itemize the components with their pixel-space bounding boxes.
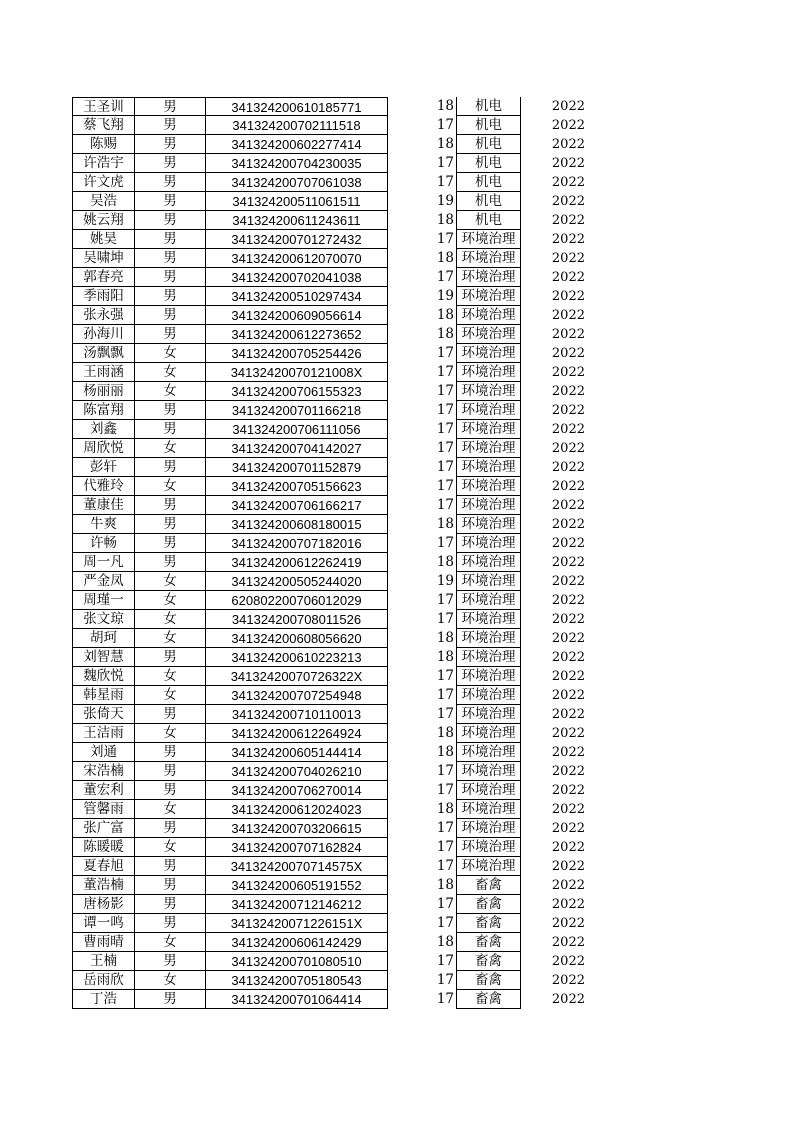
id-number-cell: 341324200704230035 [205,154,388,173]
year-cell: 2022 [551,840,585,855]
id-number-cell: 341324200707182016 [205,534,388,553]
major-cell: 环境治理 [456,420,521,439]
gender-cell: 女 [135,971,205,990]
id-number-cell: 341324200606142429 [205,933,388,952]
gender-cell: 女 [135,363,205,382]
id-number-cell: 34132420070714575X [205,857,388,876]
major-cell: 环境治理 [456,781,521,800]
id-number-cell: 341324200704142027 [205,439,388,458]
major-cell: 环境治理 [456,363,521,382]
id-number-cell: 341324200610223213 [205,648,388,667]
age-cell: 17 [436,345,454,361]
name-cell: 丁浩 [72,990,135,1009]
name-cell: 吴浩 [72,192,135,211]
name-cell: 吴啸坤 [72,249,135,268]
id-number-cell: 341324200612264924 [205,724,388,743]
year-cell: 2022 [551,308,585,323]
gender-cell: 男 [135,249,205,268]
age-cell: 18 [436,630,454,646]
gender-cell: 女 [135,439,205,458]
id-number-cell: 34132420070726322X [205,667,388,686]
major-cell: 环境治理 [456,762,521,781]
id-number-cell: 341324200701064414 [205,990,388,1009]
age-cell: 18 [436,649,454,665]
id-number-cell: 341324200701152879 [205,458,388,477]
age-cell: 17 [436,820,454,836]
name-cell: 张永强 [72,306,135,325]
name-cell: 季雨阳 [72,287,135,306]
id-number-cell: 341324200609056614 [205,306,388,325]
age-cell: 17 [436,763,454,779]
name-cell: 韩星雨 [72,686,135,705]
year-cell: 2022 [551,498,585,513]
name-cell: 姚云翔 [72,211,135,230]
year-cell: 2022 [551,175,585,190]
name-cell: 周瑾一 [72,591,135,610]
age-cell: 17 [436,269,454,285]
major-cell: 畜禽 [456,990,521,1009]
year-cell: 2022 [551,403,585,418]
name-cell: 董宏利 [72,781,135,800]
year-cell: 2022 [551,536,585,551]
age-cell: 17 [436,535,454,551]
major-cell: 环境治理 [456,477,521,496]
major-cell: 环境治理 [456,819,521,838]
name-cell: 张倚天 [72,705,135,724]
id-number-cell: 34132420071226151X [205,914,388,933]
major-cell: 环境治理 [456,800,521,819]
major-cell: 环境治理 [456,629,521,648]
name-cell: 王楠 [72,952,135,971]
major-cell: 机电 [456,154,521,173]
gender-cell: 女 [135,724,205,743]
gender-cell: 男 [135,762,205,781]
name-cell: 周欣悦 [72,439,135,458]
age-cell: 17 [436,402,454,418]
age-cell: 17 [436,440,454,456]
gender-cell: 女 [135,591,205,610]
year-cell: 2022 [551,194,585,209]
id-number-cell: 341324200511061511 [205,192,388,211]
year-cell: 2022 [551,460,585,475]
id-number-cell: 34132420070121008X [205,363,388,382]
name-cell: 陈赐 [72,135,135,154]
name-cell: 张文琼 [72,610,135,629]
major-cell: 环境治理 [456,857,521,876]
year-cell: 2022 [551,422,585,437]
age-cell: 18 [436,801,454,817]
age-cell: 17 [436,364,454,380]
id-number-cell: 341324200605191552 [205,876,388,895]
gender-cell: 男 [135,876,205,895]
id-number-cell: 341324200612024023 [205,800,388,819]
id-number-cell: 341324200706111056 [205,420,388,439]
major-cell: 环境治理 [456,344,521,363]
gender-cell: 男 [135,154,205,173]
age-cell: 19 [436,288,454,304]
major-cell: 环境治理 [456,591,521,610]
age-cell: 17 [436,782,454,798]
gender-cell: 女 [135,933,205,952]
gender-cell: 男 [135,705,205,724]
major-cell: 环境治理 [456,439,521,458]
gender-cell: 男 [135,553,205,572]
major-cell: 机电 [456,192,521,211]
age-cell: 17 [436,174,454,190]
gender-cell: 男 [135,420,205,439]
year-cell: 2022 [551,327,585,342]
id-number-cell: 341324200612262419 [205,553,388,572]
age-cell: 18 [436,136,454,152]
name-cell: 孙海川 [72,325,135,344]
major-cell: 环境治理 [456,268,521,287]
major-cell: 环境治理 [456,515,521,534]
year-cell: 2022 [551,479,585,494]
gender-cell: 男 [135,914,205,933]
year-cell: 2022 [551,99,585,114]
year-cell: 2022 [551,707,585,722]
id-number-cell: 341324200610185771 [205,97,388,116]
age-cell: 17 [436,991,454,1007]
name-cell: 王洁雨 [72,724,135,743]
age-cell: 17 [436,953,454,969]
year-cell: 2022 [551,251,585,266]
name-cell: 许畅 [72,534,135,553]
major-cell: 畜禽 [456,876,521,895]
name-cell: 管馨雨 [72,800,135,819]
year-cell: 2022 [551,365,585,380]
age-cell: 18 [436,934,454,950]
year-cell: 2022 [551,821,585,836]
gender-cell: 女 [135,629,205,648]
name-cell: 许文虎 [72,173,135,192]
gender-cell: 男 [135,819,205,838]
id-number-cell: 341324200608180015 [205,515,388,534]
name-cell: 彭轩 [72,458,135,477]
gender-cell: 男 [135,952,205,971]
age-cell: 19 [436,573,454,589]
major-cell: 环境治理 [456,667,521,686]
id-number-cell: 341324200505244020 [205,572,388,591]
gender-cell: 男 [135,534,205,553]
major-cell: 机电 [456,211,521,230]
age-cell: 18 [436,744,454,760]
name-cell: 董康佳 [72,496,135,515]
gender-cell: 男 [135,192,205,211]
age-cell: 18 [436,326,454,342]
year-cell: 2022 [551,954,585,969]
id-number-cell: 341324200712146212 [205,895,388,914]
year-cell: 2022 [551,669,585,684]
gender-cell: 男 [135,268,205,287]
major-cell: 环境治理 [456,838,521,857]
age-cell: 17 [436,896,454,912]
gender-cell: 男 [135,496,205,515]
name-cell: 曹雨晴 [72,933,135,952]
id-number-cell: 341324200701272432 [205,230,388,249]
name-cell: 岳雨欣 [72,971,135,990]
major-cell: 畜禽 [456,895,521,914]
id-number-cell: 341324200707061038 [205,173,388,192]
gender-cell: 男 [135,648,205,667]
name-cell: 刘鑫 [72,420,135,439]
year-cell: 2022 [551,232,585,247]
gender-cell: 男 [135,458,205,477]
major-cell: 机电 [456,135,521,154]
gender-cell: 男 [135,325,205,344]
name-cell: 董浩楠 [72,876,135,895]
year-cell: 2022 [551,650,585,665]
gender-cell: 男 [135,287,205,306]
gender-cell: 女 [135,572,205,591]
major-cell: 机电 [456,97,521,116]
year-cell: 2022 [551,156,585,171]
year-cell: 2022 [551,517,585,532]
id-number-cell: 341324200707254948 [205,686,388,705]
major-cell: 环境治理 [456,458,521,477]
major-cell: 环境治理 [456,401,521,420]
year-cell: 2022 [551,783,585,798]
name-cell: 严金凤 [72,572,135,591]
major-cell: 环境治理 [456,306,521,325]
major-cell: 环境治理 [456,249,521,268]
id-number-cell: 341324200706155323 [205,382,388,401]
name-cell: 郭春亮 [72,268,135,287]
age-cell: 17 [436,706,454,722]
name-cell: 宋浩楠 [72,762,135,781]
year-cell: 2022 [551,593,585,608]
gender-cell: 男 [135,895,205,914]
age-cell: 18 [436,307,454,323]
age-cell: 17 [436,459,454,475]
year-cell: 2022 [551,213,585,228]
year-cell: 2022 [551,764,585,779]
year-cell: 2022 [551,802,585,817]
year-cell: 2022 [551,574,585,589]
name-cell: 牛爽 [72,515,135,534]
id-number-cell: 341324200705254426 [205,344,388,363]
age-cell: 18 [436,516,454,532]
major-cell: 环境治理 [456,382,521,401]
major-cell: 环境治理 [456,724,521,743]
age-cell: 17 [436,668,454,684]
gender-cell: 男 [135,135,205,154]
year-cell: 2022 [551,688,585,703]
gender-cell: 女 [135,382,205,401]
gender-cell: 男 [135,990,205,1009]
name-cell: 许浩宇 [72,154,135,173]
age-cell: 17 [436,478,454,494]
year-cell: 2022 [551,612,585,627]
year-cell: 2022 [551,289,585,304]
year-cell: 2022 [551,992,585,1007]
name-cell: 代雅玲 [72,477,135,496]
name-cell: 周一凡 [72,553,135,572]
major-cell: 机电 [456,116,521,135]
name-cell: 姚昊 [72,230,135,249]
major-cell: 环境治理 [456,230,521,249]
age-cell: 19 [436,193,454,209]
major-cell: 环境治理 [456,705,521,724]
name-cell: 杨丽丽 [72,382,135,401]
major-cell: 环境治理 [456,325,521,344]
major-cell: 机电 [456,173,521,192]
year-cell: 2022 [551,137,585,152]
major-cell: 环境治理 [456,534,521,553]
gender-cell: 男 [135,306,205,325]
year-cell: 2022 [551,555,585,570]
gender-cell: 女 [135,838,205,857]
id-number-cell: 341324200706166217 [205,496,388,515]
name-cell: 刘通 [72,743,135,762]
year-cell: 2022 [551,726,585,741]
name-cell: 唐杨影 [72,895,135,914]
major-cell: 环境治理 [456,572,521,591]
age-cell: 17 [436,687,454,703]
name-cell: 陈富翔 [72,401,135,420]
age-cell: 17 [436,915,454,931]
age-cell: 17 [436,155,454,171]
major-cell: 畜禽 [456,933,521,952]
age-cell: 17 [436,383,454,399]
id-number-cell: 341324200612070070 [205,249,388,268]
gender-cell: 男 [135,401,205,420]
year-cell: 2022 [551,384,585,399]
id-number-cell: 341324200705180543 [205,971,388,990]
major-cell: 环境治理 [456,496,521,515]
gender-cell: 男 [135,173,205,192]
age-cell: 17 [436,972,454,988]
major-cell: 畜禽 [456,914,521,933]
age-cell: 17 [436,421,454,437]
major-cell: 环境治理 [456,743,521,762]
name-cell: 张广富 [72,819,135,838]
name-cell: 王圣训 [72,97,135,116]
age-cell: 17 [436,611,454,627]
gender-cell: 男 [135,781,205,800]
age-cell: 17 [436,858,454,874]
year-cell: 2022 [551,859,585,874]
age-cell: 18 [436,98,454,114]
gender-cell: 女 [135,344,205,363]
age-cell: 18 [436,212,454,228]
year-cell: 2022 [551,897,585,912]
year-cell: 2022 [551,745,585,760]
id-number-cell: 341324200611243611 [205,211,388,230]
gender-cell: 男 [135,211,205,230]
major-cell: 环境治理 [456,610,521,629]
major-cell: 环境治理 [456,648,521,667]
age-cell: 17 [436,497,454,513]
id-number-cell: 341324200702111518 [205,116,388,135]
age-cell: 17 [436,231,454,247]
major-cell: 畜禽 [456,971,521,990]
id-number-cell: 341324200710110013 [205,705,388,724]
id-number-cell: 341324200707162824 [205,838,388,857]
gender-cell: 女 [135,686,205,705]
age-cell: 18 [436,877,454,893]
id-number-cell: 341324200605144414 [205,743,388,762]
name-cell: 谭一鸣 [72,914,135,933]
age-cell: 17 [436,839,454,855]
id-number-cell: 341324200701166218 [205,401,388,420]
id-number-cell: 341324200705156623 [205,477,388,496]
year-cell: 2022 [551,935,585,950]
year-cell: 2022 [551,631,585,646]
major-cell: 环境治理 [456,287,521,306]
id-number-cell: 341324200702041038 [205,268,388,287]
age-cell: 17 [436,592,454,608]
gender-cell: 男 [135,857,205,876]
id-number-cell: 341324200708011526 [205,610,388,629]
year-cell: 2022 [551,973,585,988]
year-cell: 2022 [551,878,585,893]
year-cell: 2022 [551,916,585,931]
id-number-cell: 341324200510297434 [205,287,388,306]
id-number-cell: 341324200706270014 [205,781,388,800]
year-cell: 2022 [551,346,585,361]
year-cell: 2022 [551,118,585,133]
gender-cell: 女 [135,477,205,496]
id-number-cell: 341324200701080510 [205,952,388,971]
gender-cell: 男 [135,743,205,762]
age-cell: 17 [436,117,454,133]
gender-cell: 男 [135,515,205,534]
id-number-cell: 620802200706012029 [205,591,388,610]
name-cell: 蔡飞翔 [72,116,135,135]
name-cell: 刘智慧 [72,648,135,667]
age-cell: 18 [436,554,454,570]
name-cell: 胡珂 [72,629,135,648]
gender-cell: 男 [135,97,205,116]
year-cell: 2022 [551,270,585,285]
id-number-cell: 341324200704026210 [205,762,388,781]
name-cell: 陈暖暖 [72,838,135,857]
name-cell: 汤飘飘 [72,344,135,363]
gender-cell: 男 [135,230,205,249]
gender-cell: 女 [135,610,205,629]
name-cell: 王雨涵 [72,363,135,382]
age-cell: 18 [436,250,454,266]
id-number-cell: 341324200703206615 [205,819,388,838]
id-number-cell: 341324200612273652 [205,325,388,344]
age-cell: 18 [436,725,454,741]
name-cell: 魏欣悦 [72,667,135,686]
major-cell: 畜禽 [456,952,521,971]
year-cell: 2022 [551,441,585,456]
id-number-cell: 341324200608056620 [205,629,388,648]
major-cell: 环境治理 [456,553,521,572]
name-cell: 夏春旭 [72,857,135,876]
id-number-cell: 341324200602277414 [205,135,388,154]
major-cell: 环境治理 [456,686,521,705]
gender-cell: 女 [135,667,205,686]
gender-cell: 男 [135,116,205,135]
gender-cell: 女 [135,800,205,819]
